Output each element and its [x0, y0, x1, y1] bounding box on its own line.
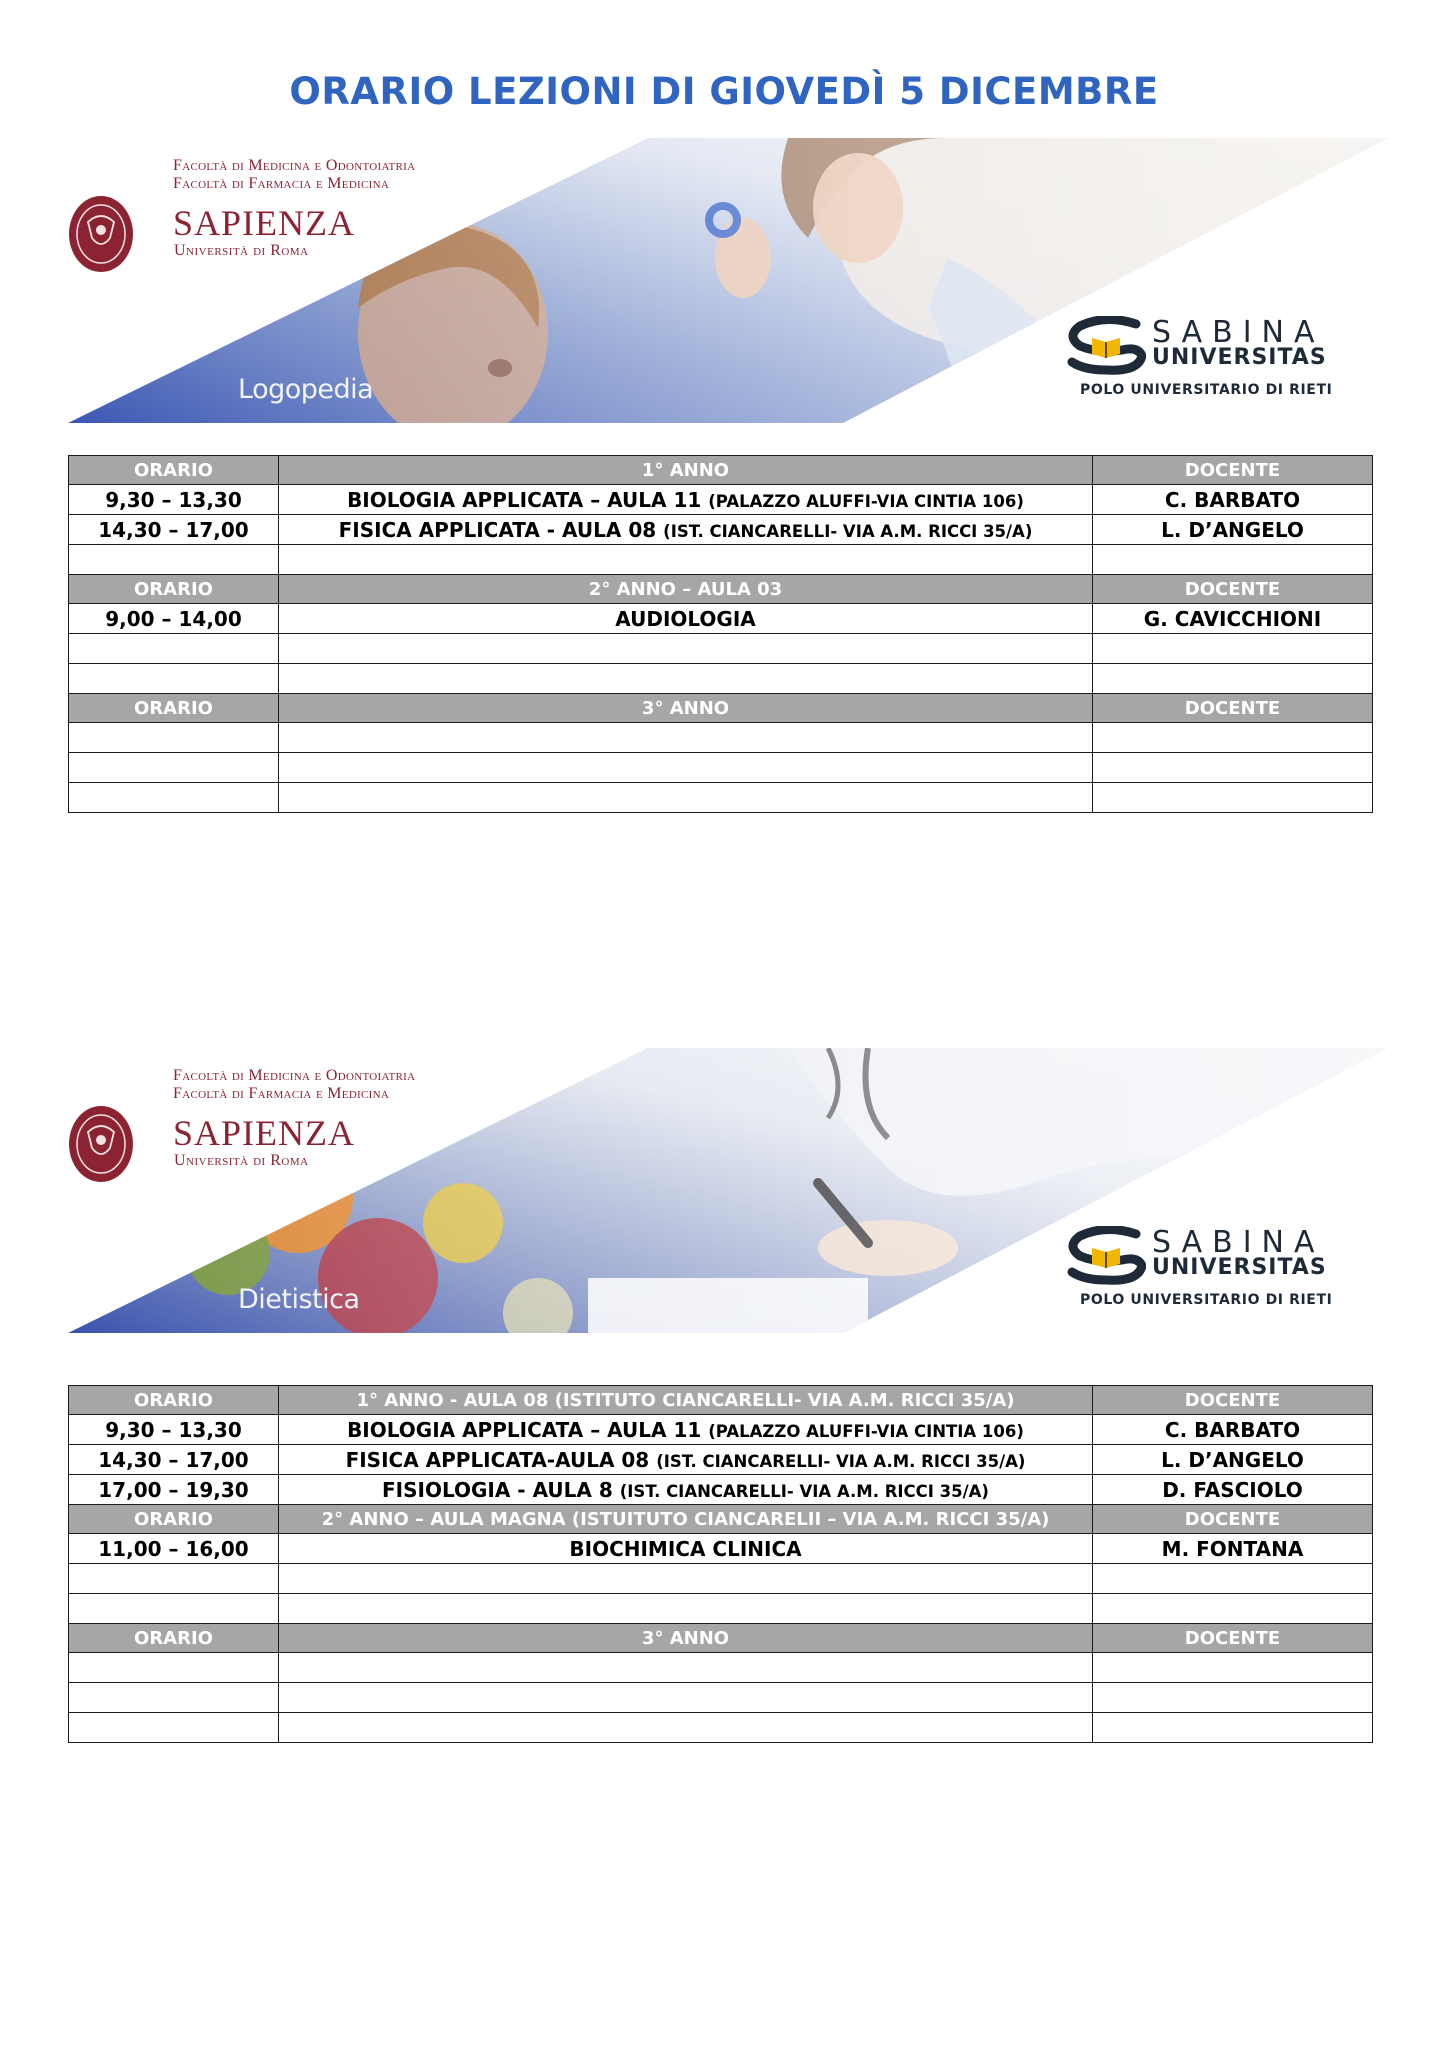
header-cell: DOCENTE — [1093, 1505, 1373, 1534]
subject-cell — [279, 1445, 1093, 1475]
location-text: (IST. CIANCARELLI- VIA A.M. RICCI 35/A) — [663, 521, 1033, 541]
subject-cell — [279, 515, 1093, 545]
teacher-cell — [1093, 664, 1373, 694]
table-header-row — [69, 575, 1373, 604]
time-cell — [69, 1564, 279, 1594]
time-cell — [69, 783, 279, 813]
subject-cell — [279, 545, 1093, 575]
sabina-book-icon — [1066, 1226, 1146, 1286]
table-row — [69, 1445, 1373, 1475]
banner-dietistica — [68, 1048, 1388, 1333]
header-cell: ORARIO — [69, 694, 279, 723]
partner-sub: UNIVERSITAS — [1152, 1255, 1327, 1280]
time-cell — [69, 1594, 279, 1624]
subject-cell — [279, 1475, 1093, 1505]
teacher-cell — [1093, 1594, 1373, 1624]
table-row — [69, 1534, 1373, 1564]
time-cell: 11,00 – 16,00 — [69, 1534, 279, 1564]
table-header-row — [69, 1505, 1373, 1534]
subject-cell — [279, 723, 1093, 753]
header-cell: ORARIO — [69, 1624, 279, 1653]
header-cell: 3° ANNO — [279, 694, 1093, 723]
table-row — [69, 1713, 1373, 1743]
faculty-line-2: Facoltà di Farmacia e Medicina — [173, 175, 390, 192]
time-cell: 14,30 – 17,00 — [69, 1445, 279, 1475]
header-cell: 1° ANNO — [279, 456, 1093, 485]
teacher-cell: C. BARBATO — [1093, 485, 1373, 515]
subject-text: FISIOLOGIA - AULA 8 — [382, 1477, 613, 1502]
table-row — [69, 515, 1373, 545]
subject-cell — [279, 1415, 1093, 1445]
subject-cell — [279, 1564, 1093, 1594]
subject-cell — [279, 485, 1093, 515]
teacher-cell: L. D’ANGELO — [1093, 1445, 1373, 1475]
time-cell: 14,30 – 17,00 — [69, 515, 279, 545]
header-cell: DOCENTE — [1093, 1386, 1373, 1415]
subject-text: FISICA APPLICATA-AULA 08 — [345, 1447, 650, 1472]
partner-name: SABINA — [1152, 1225, 1325, 1260]
teacher-cell — [1093, 783, 1373, 813]
header-cell: DOCENTE — [1093, 456, 1373, 485]
time-cell — [69, 753, 279, 783]
subject-cell: AUDIOLOGIA — [279, 604, 1093, 634]
table-row — [69, 1683, 1373, 1713]
teacher-cell: G. CAVICCHIONI — [1093, 604, 1373, 634]
time-cell — [69, 1653, 279, 1683]
partner-name: SABINA — [1152, 315, 1325, 350]
table-row — [69, 1594, 1373, 1624]
sapienza-seal-icon — [68, 194, 134, 274]
table-row — [69, 1475, 1373, 1505]
teacher-cell: M. FONTANA — [1093, 1534, 1373, 1564]
table-row — [69, 723, 1373, 753]
sabina-universitas-logo — [1066, 316, 1366, 406]
subject-cell — [279, 1713, 1093, 1743]
time-cell — [69, 1683, 279, 1713]
header-cell: ORARIO — [69, 1386, 279, 1415]
subject-cell — [279, 1594, 1093, 1624]
table-header-row — [69, 1624, 1373, 1653]
teacher-cell — [1093, 753, 1373, 783]
time-cell — [69, 545, 279, 575]
teacher-cell — [1093, 723, 1373, 753]
header-cell: ORARIO — [69, 1505, 279, 1534]
header-cell: 2° ANNO – AULA 03 — [279, 575, 1093, 604]
subject-text: BIOLOGIA APPLICATA – AULA 11 — [347, 1417, 702, 1442]
subject-cell — [279, 1683, 1093, 1713]
partner-polo: POLO UNIVERSITARIO DI RIETI — [1080, 1292, 1333, 1308]
banner-logopedia — [68, 138, 1388, 423]
location-text: (IST. CIANCARELLI- VIA A.M. RICCI 35/A) — [619, 1481, 989, 1501]
location-text: (PALAZZO ALUFFI-VIA CINTIA 106) — [708, 491, 1024, 511]
table-row — [69, 1564, 1373, 1594]
university-name: SAPIENZA — [173, 1113, 356, 1153]
header-cell: DOCENTE — [1093, 575, 1373, 604]
subject-cell: BIOCHIMICA CLINICA — [279, 1534, 1093, 1564]
partner-polo: POLO UNIVERSITARIO DI RIETI — [1080, 382, 1333, 398]
faculty-line-1: Facoltà di Medicina e Odontoiatria — [173, 1067, 416, 1084]
faculty-line-1: Facoltà di Medicina e Odontoiatria — [173, 157, 416, 174]
table-header-row — [69, 1386, 1373, 1415]
subject-cell — [279, 1653, 1093, 1683]
sabina-book-icon — [1066, 316, 1146, 376]
course-name-dietistica: Dietistica — [238, 1284, 360, 1315]
subject-cell — [279, 783, 1093, 813]
teacher-cell — [1093, 1683, 1373, 1713]
table-header-row — [69, 456, 1373, 485]
university-sub: Università di Roma — [174, 1152, 309, 1169]
table-row — [69, 1653, 1373, 1683]
partner-sub: UNIVERSITAS — [1152, 345, 1327, 370]
university-sub: Università di Roma — [174, 242, 309, 259]
header-cell: ORARIO — [69, 575, 279, 604]
time-cell: 9,30 – 13,30 — [69, 1415, 279, 1445]
location-text: (IST. CIANCARELLI- VIA A.M. RICCI 35/A) — [656, 1451, 1026, 1471]
teacher-cell — [1093, 634, 1373, 664]
table-row — [69, 1415, 1373, 1445]
subject-text: FISICA APPLICATA - AULA 08 — [338, 517, 657, 542]
header-cell: ORARIO — [69, 456, 279, 485]
page-title: ORARIO LEZIONI DI GIOVEDÌ 5 DICEMBRE — [289, 70, 1159, 113]
table-row — [69, 604, 1373, 634]
teacher-cell — [1093, 1653, 1373, 1683]
subject-cell — [279, 753, 1093, 783]
table-header-row — [69, 694, 1373, 723]
sabina-universitas-logo — [1066, 1226, 1366, 1316]
header-cell: 1° ANNO - AULA 08 (ISTITUTO CIANCARELLI- VIA A.M. RICCI 35/A) — [279, 1386, 1093, 1415]
table-row — [69, 634, 1373, 664]
subject-text: BIOLOGIA APPLICATA – AULA 11 — [347, 487, 702, 512]
teacher-cell — [1093, 1713, 1373, 1743]
table-row — [69, 485, 1373, 515]
teacher-cell: C. BARBATO — [1093, 1415, 1373, 1445]
location-text: (PALAZZO ALUFFI-VIA CINTIA 106) — [708, 1421, 1024, 1441]
sapienza-seal-icon — [68, 1104, 134, 1184]
schedule-table-dietistica — [68, 1385, 1373, 1743]
time-cell: 9,30 – 13,30 — [69, 485, 279, 515]
table-row — [69, 753, 1373, 783]
time-cell — [69, 664, 279, 694]
header-cell: DOCENTE — [1093, 694, 1373, 723]
table-row — [69, 783, 1373, 813]
time-cell — [69, 634, 279, 664]
teacher-cell: D. FASCIOLO — [1093, 1475, 1373, 1505]
university-name: SAPIENZA — [173, 203, 356, 243]
table-row — [69, 545, 1373, 575]
time-cell — [69, 1713, 279, 1743]
teacher-cell — [1093, 545, 1373, 575]
time-cell: 9,00 – 14,00 — [69, 604, 279, 634]
faculty-line-2: Facoltà di Farmacia e Medicina — [173, 1085, 390, 1102]
subject-cell — [279, 634, 1093, 664]
subject-cell — [279, 664, 1093, 694]
header-cell: 2° ANNO – AULA MAGNA (ISTUITUTO CIANCARELII – VIA A.M. RICCI 35/A) — [279, 1505, 1093, 1534]
header-cell: DOCENTE — [1093, 1624, 1373, 1653]
table-row — [69, 664, 1373, 694]
schedule-table-logopedia — [68, 455, 1373, 813]
teacher-cell — [1093, 1564, 1373, 1594]
course-name-logopedia: Logopedia — [238, 374, 374, 405]
time-cell — [69, 723, 279, 753]
time-cell: 17,00 – 19,30 — [69, 1475, 279, 1505]
header-cell: 3° ANNO — [279, 1624, 1093, 1653]
teacher-cell: L. D’ANGELO — [1093, 515, 1373, 545]
